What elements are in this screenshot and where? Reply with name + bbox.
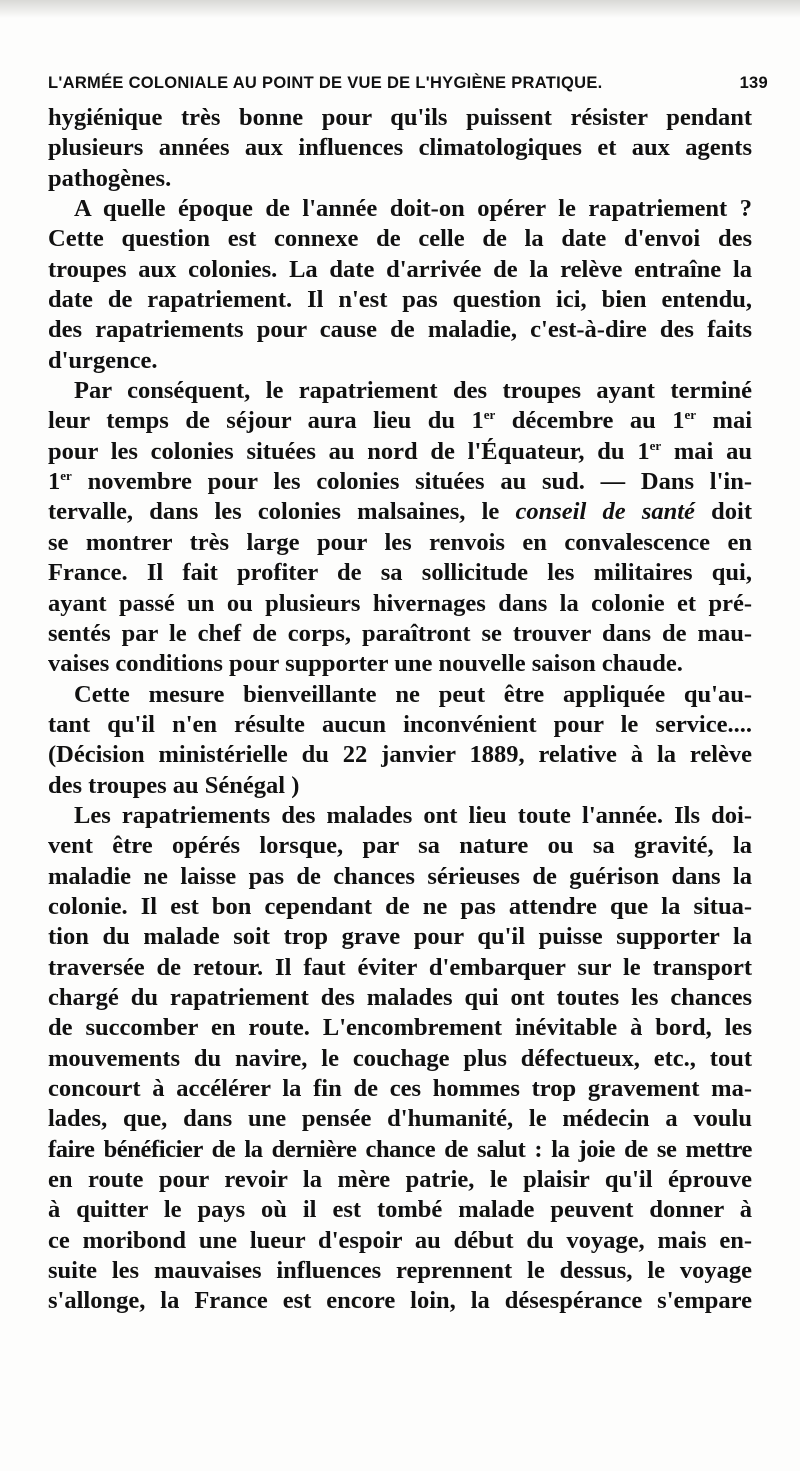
text-line: pour les colonies situées au nord de l'Équateur, du 1er mai au — [48, 437, 752, 465]
text-line: maladie ne laisse pas de chances sérieuses de guérison dans la — [48, 862, 752, 890]
text-line: sentés par le chef de corps, paraîtront se trouver dans de mau- — [48, 619, 752, 647]
italic-phrase: conseil de santé — [515, 498, 695, 526]
text-line: leur temps de séjour aura lieu du 1er décembre au 1er mai — [48, 407, 753, 435]
text-line: des troupes au Sénégal ) — [48, 771, 300, 799]
text-line: hygiénique très bonne pour qu'ils puissent résister pendant — [48, 104, 752, 131]
text-line: tervalle, dans les colonies malsaines, le conseil de santé doit — [48, 498, 752, 526]
text-line: ce moribond une lueur d'espoir au début du voyage, mais en- — [48, 1226, 752, 1254]
text-line: concourt à accélérer la fin de ces hommes trop gravement ma- — [48, 1075, 752, 1102]
text-line: Par conséquent, le rapatriement des troupes ayant terminé — [74, 377, 752, 405]
text-line: de succomber en route. L'encombrement inévitable à bord, les — [48, 1014, 752, 1042]
text-line: se montrer très large pour les renvois en convalescence en — [48, 528, 752, 556]
text-line: chargé du rapatriement des malades qui ont toutes les chances — [48, 983, 752, 1011]
text-line: faire bénéficier de la dernière chance de salut : la joie de se mettre — [48, 1135, 752, 1163]
text-line: (Décision ministérielle du 22 janvier 1889, relative à la relève — [48, 741, 752, 769]
text-line: Cette question est connexe de celle de la date d'envoi des — [48, 225, 752, 253]
scan-shadow — [0, 0, 800, 18]
text-line: A quelle époque de l'année doit-on opérer le rapatriement ? — [74, 195, 752, 223]
text-line: 1er novembre pour les colonies situées au sud. — Dans l'in- — [48, 468, 752, 496]
text-line: France. Il fait profiter de sa sollicitude les militaires qui, — [48, 559, 752, 587]
text-line: des rapatriements pour cause de maladie, c'est-à-dire des faits — [48, 316, 752, 344]
text-line: date de rapatriement. Il n'est pas question ici, bien entendu, — [48, 286, 752, 314]
text-line: vent être opérés lorsque, par sa nature ou sa gravité, la — [48, 832, 752, 860]
text-line: pathogènes. — [48, 164, 172, 192]
text-line: colonie. Il est bon cependant de ne pas attendre que la situa- — [48, 892, 752, 920]
text-line: Les rapatriements des malades ont lieu toute l'année. Ils doi- — [74, 801, 752, 829]
page-number: 139 — [739, 74, 768, 92]
body-text — [48, 103, 752, 1317]
text-line: mouvements du navire, le couchage plus défectueux, etc., tout — [48, 1044, 752, 1072]
text-line: lades, que, dans une pensée d'humanité, le médecin a voulu — [48, 1105, 752, 1133]
text-line: traversée de retour. Il faut éviter d'embarquer sur le transport — [48, 953, 752, 981]
text-line: troupes aux colonies. La date d'arrivée de la relève entraîne la — [48, 255, 752, 283]
text-line: ayant passé un ou plusieurs hivernages dans la colonie et pré- — [48, 589, 752, 617]
text-line: s'allonge, la France est encore loin, la désespérance s'empare — [48, 1287, 752, 1315]
text-line: plusieurs années aux influences climatologiques et aux agents — [48, 134, 752, 162]
running-header — [48, 74, 768, 98]
text-line: tion du malade soit trop grave pour qu'il puisse supporter la — [48, 923, 752, 951]
text-line: en route pour revoir la mère patrie, le plaisir qu'il éprouve — [48, 1166, 752, 1194]
text-line: suite les mauvaises influences reprennent le dessus, le voyage — [48, 1257, 752, 1285]
text-line: Cette mesure bienveillante ne peut être appliquée qu'au- — [74, 680, 752, 708]
text-line: à quitter le pays où il est tombé malade peuvent donner à — [48, 1196, 752, 1224]
text-line: vaises conditions pour supporter une nouvelle saison chaude. — [48, 650, 683, 678]
text-line: tant qu'il n'en résulte aucun inconvénient pour le service.... — [48, 710, 752, 738]
running-title: L'ARMÉE COLONIALE AU POINT DE VUE DE L'HYGIÈNE PRATIQUE. — [48, 74, 603, 92]
text-line: d'urgence. — [48, 346, 158, 374]
